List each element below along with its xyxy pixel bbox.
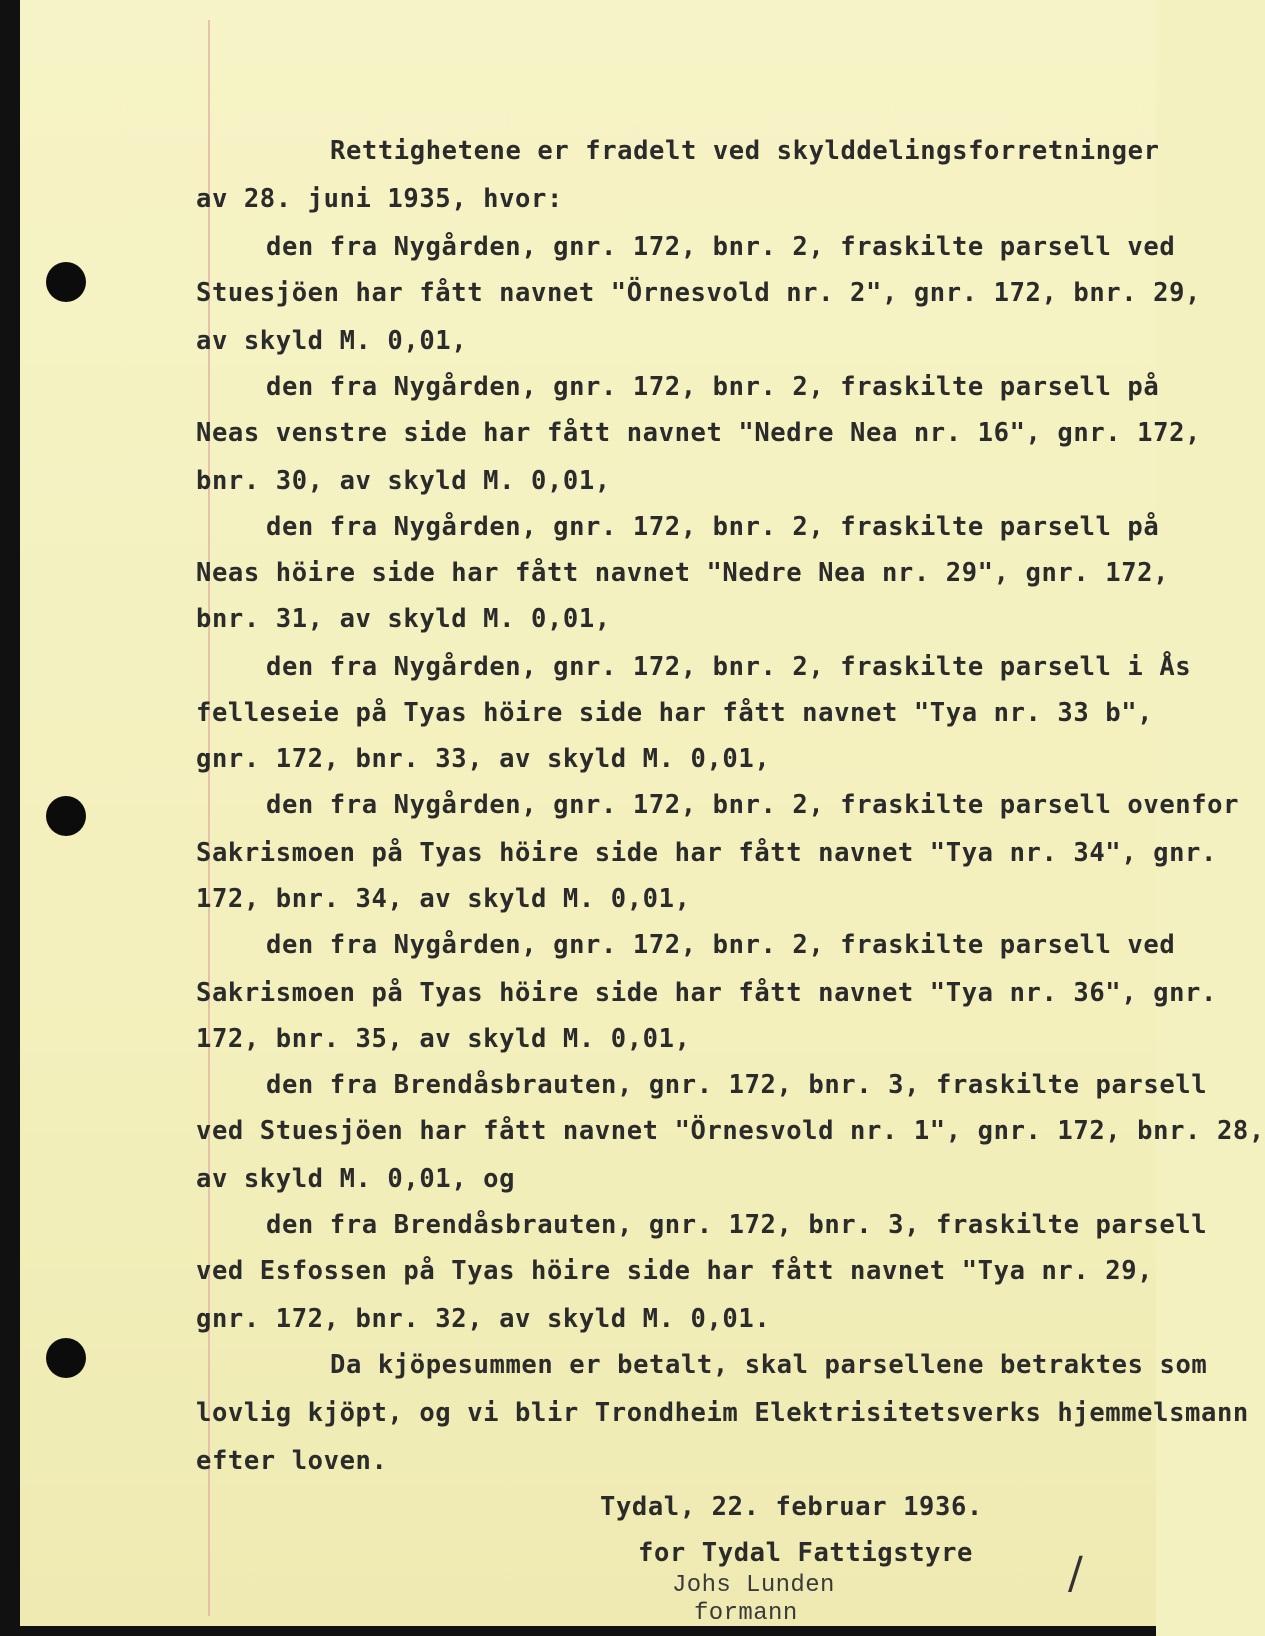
text-line: Neas venstre side har fått navnet "Nedre Nea nr. 16", gnr. 172, [196,418,1201,448]
text-line: den fra Nygården, gnr. 172, bnr. 2, fraskilte parsell ved [266,930,1176,960]
text-line: Stuesjöen har fått navnet "Örnesvold nr. 2", gnr. 172, bnr. 29, [196,278,1201,308]
text-line: den fra Nygården, gnr. 172, bnr. 2, fraskilte parsell på [266,512,1160,542]
margin-rule [208,20,210,1616]
text-line: den fra Brendåsbrauten, gnr. 172, bnr. 3, fraskilte parsell [266,1210,1208,1240]
signatory-name: Johs Lunden [672,1572,835,1599]
text-line: Neas höire side har fått navnet "Nedre Nea nr. 29", gnr. 172, [196,558,1170,588]
text-line: av skyld M. 0,01, og [196,1164,516,1194]
punch-hole-bottom [46,1338,86,1378]
place-date: Tydal, 22. februar 1936. [600,1492,983,1522]
scan-border-left [0,0,20,1636]
text-line: bnr. 31, av skyld M. 0,01, [196,604,611,634]
text-line: 172, bnr. 34, av skyld M. 0,01, [196,884,691,914]
text-line: 172, bnr. 35, av skyld M. 0,01, [196,1024,691,1054]
scan-border-bottom [0,1626,1156,1636]
text-line: Sakrismoen på Tyas höire side har fått navnet "Tya nr. 36", gnr. [196,978,1217,1008]
margin-pen-mark: / [1068,1548,1083,1599]
text-line: efter loven. [196,1446,388,1476]
organization: for Tydal Fattigstyre [638,1538,973,1568]
text-line: Da kjöpesummen er betalt, skal parsellene betraktes som [330,1350,1208,1380]
text-line: gnr. 172, bnr. 32, av skyld M. 0,01. [196,1304,771,1334]
text-line: den fra Nygården, gnr. 172, bnr. 2, fraskilte parsell ved [266,232,1176,262]
text-line: ved Stuesjöen har fått navnet "Örnesvold nr. 1", gnr. 172, bnr. 28, [196,1116,1265,1146]
text-line: felleseie på Tyas höire side har fått navnet "Tya nr. 33 b", [196,698,1154,728]
text-line: den fra Nygården, gnr. 172, bnr. 2, fraskilte parsell på [266,372,1160,402]
signatory-title: formann [694,1600,798,1627]
text-line: gnr. 172, bnr. 33, av skyld M. 0,01, [196,744,771,774]
text-line: den fra Brendåsbrauten, gnr. 172, bnr. 3, fraskilte parsell [266,1070,1208,1100]
text-line: den fra Nygården, gnr. 172, bnr. 2, fraskilte parsell i Ås [266,652,1192,682]
punch-hole-middle [46,796,86,836]
text-line: den fra Nygården, gnr. 172, bnr. 2, fraskilte parsell ovenfor [266,790,1240,820]
punch-hole-top [46,262,86,302]
text-line: ved Esfossen på Tyas höire side har fått navnet "Tya nr. 29, [196,1256,1154,1286]
text-line: av skyld M. 0,01, [196,326,468,356]
text-line: bnr. 30, av skyld M. 0,01, [196,466,611,496]
text-line: lovlig kjöpt, og vi blir Trondheim Elektrisitetsverks hjemmelsmann [196,1398,1249,1428]
text-line: Rettighetene er fradelt ved skylddelingsforretninger [330,136,1160,166]
text-line: av 28. juni 1935, hvor: [196,184,563,214]
text-line: Sakrismoen på Tyas höire side har fått navnet "Tya nr. 34", gnr. [196,838,1217,868]
